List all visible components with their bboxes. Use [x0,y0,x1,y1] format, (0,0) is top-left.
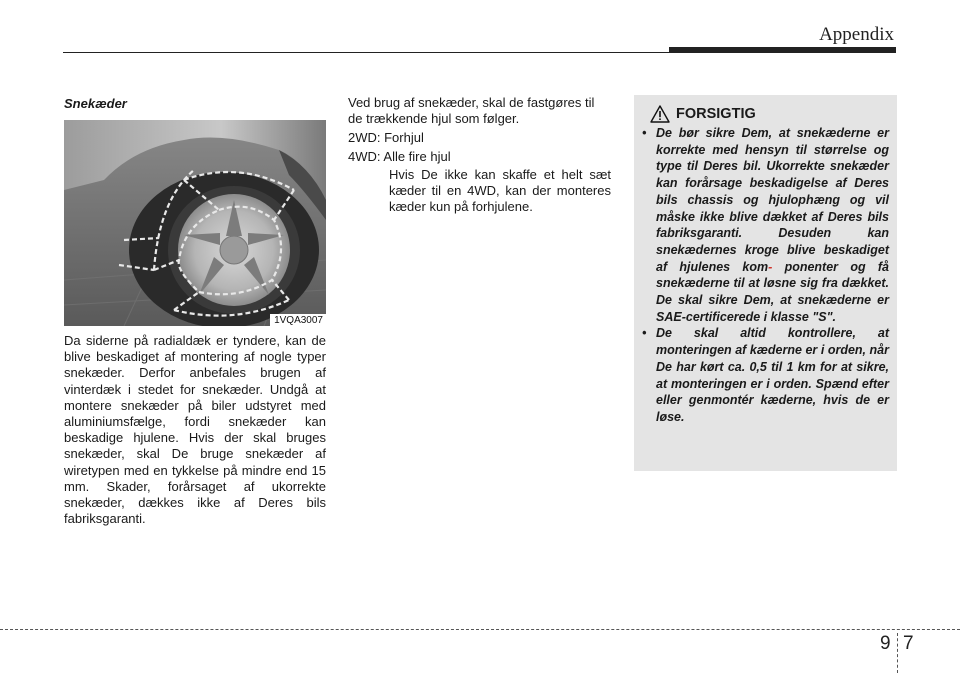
header-rule-accent [669,47,896,53]
chapter-number: 9 [880,633,891,654]
page-number-separator [897,633,898,673]
bullet: • [642,126,647,140]
drive-2wd-line: 2WD: Forhjul [348,130,424,145]
caution-header [650,105,756,123]
figure-code: 1VQA3007 [270,314,326,326]
footer-rule [0,629,960,630]
caution-item [642,325,889,425]
section-title: Snekæder [64,96,127,111]
tire-with-chain-illustration [64,120,326,326]
snow-chain-photo [64,120,326,326]
chains-intro: Ved brug af snekæder, skal de fastgøres til de trækkende hjul som følger. [348,95,595,127]
caution-item-text: De bør sikre Dem, at snekæderne er korrekte med hensyn til størrelse og type til Deres bil. Ukorrekte snekæder kan forårsage beskadigelse af Deres bils chassis og hjulophæng og vil måske ikke blive dækket af Deres bils fabriksgaranti. Desuden kan snekædernes kroge blive beskadiget af hjulenes kom [656,126,889,274]
caution-title: FORSIGTIG [676,106,756,122]
page-number: 7 [903,633,914,654]
bullet: • [642,326,647,341]
caution-item [642,125,889,325]
chains-paragraph: Da siderne på radialdæk er tyndere, kan de blive beskadiget af montering af nogle typer snekæder. Derfor anbefales brugen af vinterdæk i stedet for snekæder. Undgå at montere snekæder på biler udstyret med aluminiumsfælge, fordi snekæder kan beskadige hjulene. Hvis der skal bruges snekæder, skal De bruge snekæder af wiretypen med en tykkelse på mindre end 15 mm. Skader, forårsaget af ukorrekte snekæder, dækkes ikke af Deres bils fabriksgaranti. [64,333,326,527]
caution-item-text-cont: ponenter og få snekæderne til at løsne sig fra dækket. De skal sikre Dem, at snekæderne er SAE-certificerede i klasse "S". [656,259,889,324]
caution-list [642,125,889,426]
drive-4wd-note: Hvis De ikke kan skaffe et helt sæt kæder til en 4WD, kan der monteres kæder kun på forhjulene. [389,167,611,214]
header-rule [63,52,669,53]
page-header-title: Appendix [819,24,894,45]
caution-item-text: De skal altid kontrollere, at monteringen af kæderne er i orden, når De har kørt ca. 0,5 til 1 km for at sikre, at monteringen er i orden. Spænd efter eller genmontér kæderne, hvis de er løse. [656,326,889,424]
warning-triangle-icon [650,105,670,123]
hyphen-mark: - [768,259,773,274]
caution-box [634,95,897,471]
drive-4wd-line: 4WD: Alle fire hjul [348,149,451,164]
